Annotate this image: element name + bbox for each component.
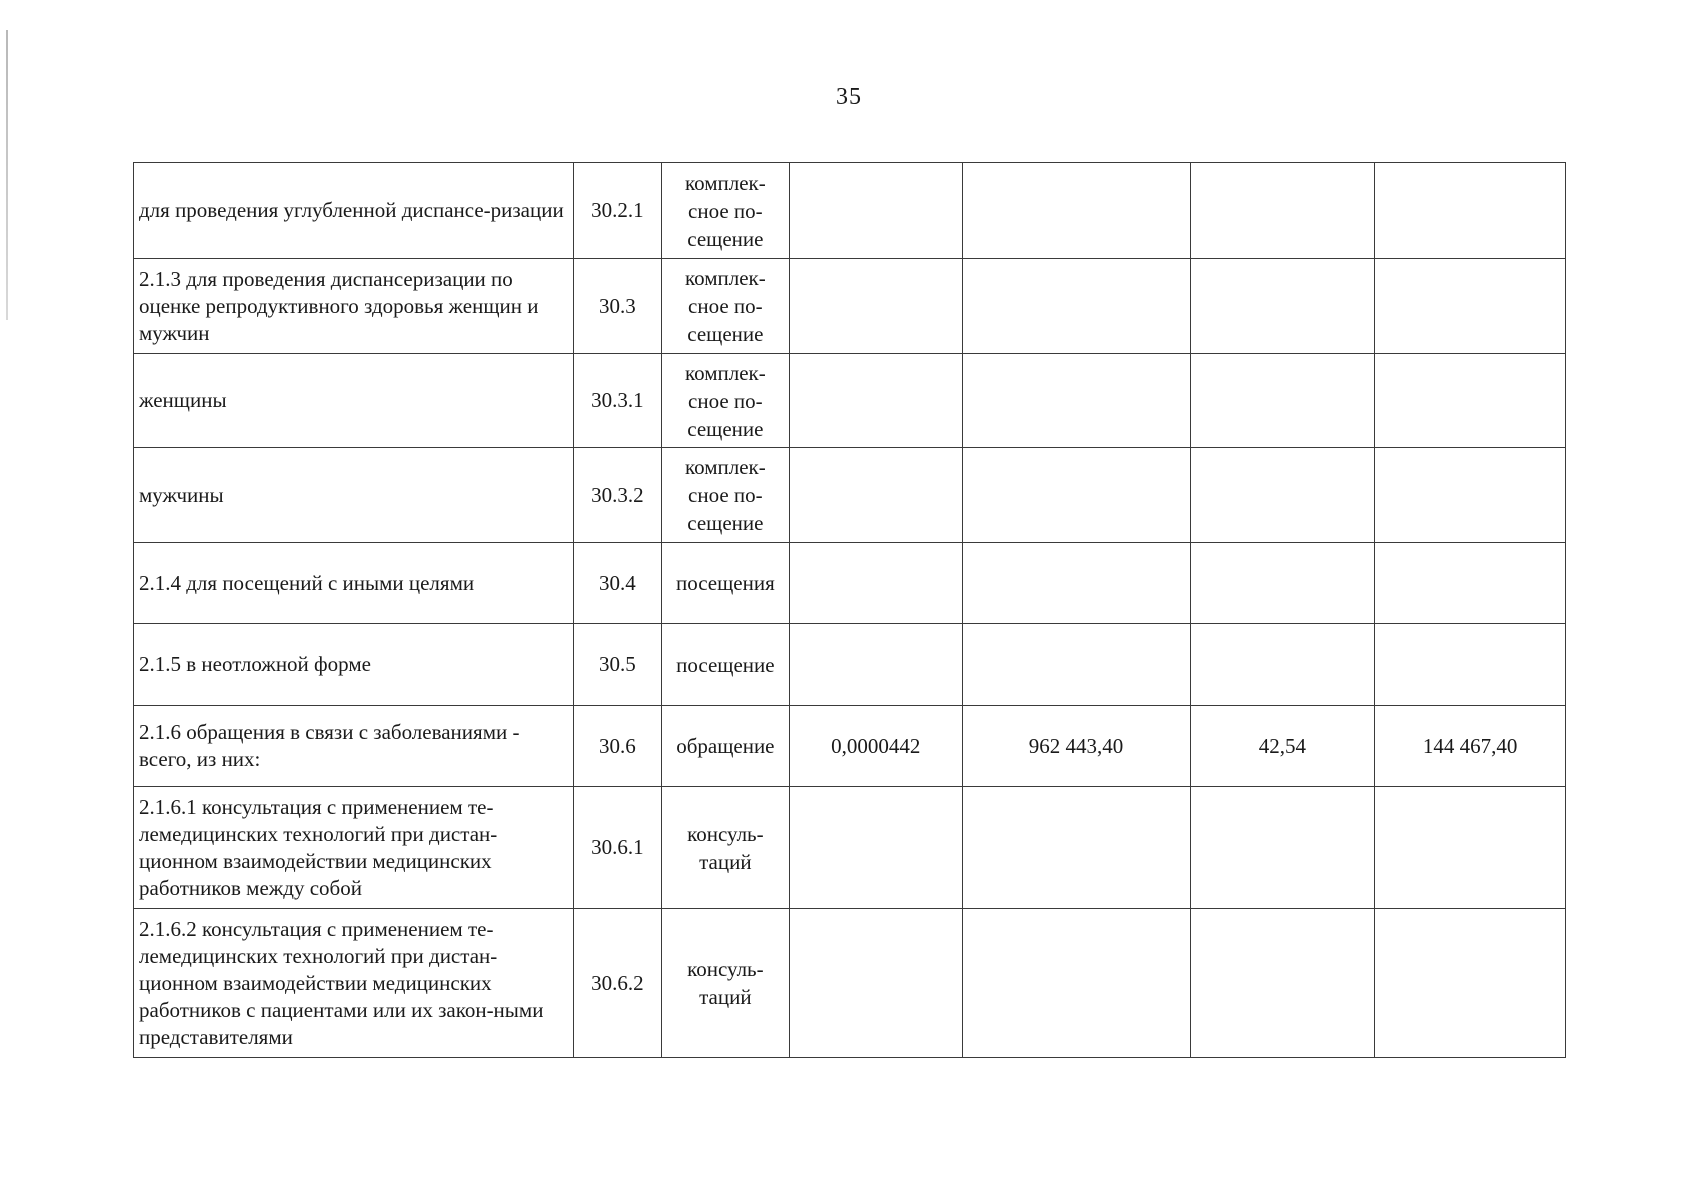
unit-cell: комплек-сное по-сещение: [661, 354, 789, 448]
value-cell-3: [1190, 909, 1375, 1058]
table-row: [134, 163, 1566, 259]
value-cell-1: [789, 259, 962, 354]
row-code-cell: 30.6.1: [573, 787, 661, 909]
value-cell-4: [1375, 163, 1566, 259]
scan-edge-line: [6, 30, 8, 320]
value-cell-1: [789, 787, 962, 909]
value-cell-2: [962, 909, 1190, 1058]
table-row: [134, 787, 1566, 909]
unit-cell: комплек-сное по-сещение: [661, 259, 789, 354]
value-cell-1: [789, 624, 962, 706]
table-row: [134, 543, 1566, 624]
indicator-name-cell: мужчины: [134, 448, 574, 543]
indicator-name-cell: 2.1.3 для проведения диспансеризации по оценке репродуктивного здоровья женщин и мужчин: [134, 259, 574, 354]
row-code-cell: 30.2.1: [573, 163, 661, 259]
value-cell-1: [789, 448, 962, 543]
value-cell-1: [789, 354, 962, 448]
value-cell-3: [1190, 163, 1375, 259]
value-cell-2: [962, 543, 1190, 624]
value-cell-3: [1190, 259, 1375, 354]
value-cell-2: [962, 448, 1190, 543]
unit-cell: посещение: [661, 624, 789, 706]
table-row: [134, 259, 1566, 354]
value-cell-2: [962, 624, 1190, 706]
table-row: [134, 624, 1566, 706]
unit-cell: посещения: [661, 543, 789, 624]
indicator-name-cell: 2.1.6.2 консультация с применением те-лемедицинских технологий при дистан-ционном взаимодействии медицинских работников с пациентами или их закон-ными представителями: [134, 909, 574, 1058]
value-cell-2: [962, 354, 1190, 448]
table-row: [134, 448, 1566, 543]
value-cell-1: [789, 163, 962, 259]
indicator-name-cell: 2.1.6 обращения в связи с заболеваниями - всего, из них:: [134, 706, 574, 787]
table-row: [134, 909, 1566, 1058]
value-cell-4: [1375, 909, 1566, 1058]
unit-cell: обращение: [661, 706, 789, 787]
row-code-cell: 30.3: [573, 259, 661, 354]
row-code-cell: 30.3.2: [573, 448, 661, 543]
row-code-cell: 30.3.1: [573, 354, 661, 448]
value-cell-3: [1190, 543, 1375, 624]
page-number: 35: [836, 84, 862, 110]
value-cell-2: [962, 163, 1190, 259]
unit-cell: консуль-таций: [661, 909, 789, 1058]
indicator-name-cell: 2.1.4 для посещений с иными целями: [134, 543, 574, 624]
value-cell-1: [789, 543, 962, 624]
value-cell-4: [1375, 624, 1566, 706]
value-cell-1: 0,0000442: [789, 706, 962, 787]
value-cell-3: [1190, 354, 1375, 448]
value-cell-2: [962, 259, 1190, 354]
value-cell-4: 144 467,40: [1375, 706, 1566, 787]
unit-cell: консуль-таций: [661, 787, 789, 909]
unit-cell: комплек-сное по-сещение: [661, 163, 789, 259]
value-cell-4: [1375, 543, 1566, 624]
indicator-name-cell: 2.1.6.1 консультация с применением те-лемедицинских технологий при дистан-ционном взаимодействии медицинских работников между собой: [134, 787, 574, 909]
row-code-cell: 30.6.2: [573, 909, 661, 1058]
value-cell-4: [1375, 787, 1566, 909]
row-code-cell: 30.4: [573, 543, 661, 624]
value-cell-3: 42,54: [1190, 706, 1375, 787]
value-cell-4: [1375, 354, 1566, 448]
value-cell-3: [1190, 624, 1375, 706]
indicator-name-cell: женщины: [134, 354, 574, 448]
unit-cell: комплек-сное по-сещение: [661, 448, 789, 543]
indicator-name-cell: 2.1.5 в неотложной форме: [134, 624, 574, 706]
value-cell-4: [1375, 259, 1566, 354]
row-code-cell: 30.5: [573, 624, 661, 706]
value-cell-3: [1190, 787, 1375, 909]
data-table: [133, 162, 1566, 1058]
indicator-name-cell: для проведения углубленной диспансе-ризации: [134, 163, 574, 259]
table-row: [134, 706, 1566, 787]
row-code-cell: 30.6: [573, 706, 661, 787]
value-cell-1: [789, 909, 962, 1058]
value-cell-4: [1375, 448, 1566, 543]
value-cell-3: [1190, 448, 1375, 543]
value-cell-2: 962 443,40: [962, 706, 1190, 787]
value-cell-2: [962, 787, 1190, 909]
table-row: [134, 354, 1566, 448]
